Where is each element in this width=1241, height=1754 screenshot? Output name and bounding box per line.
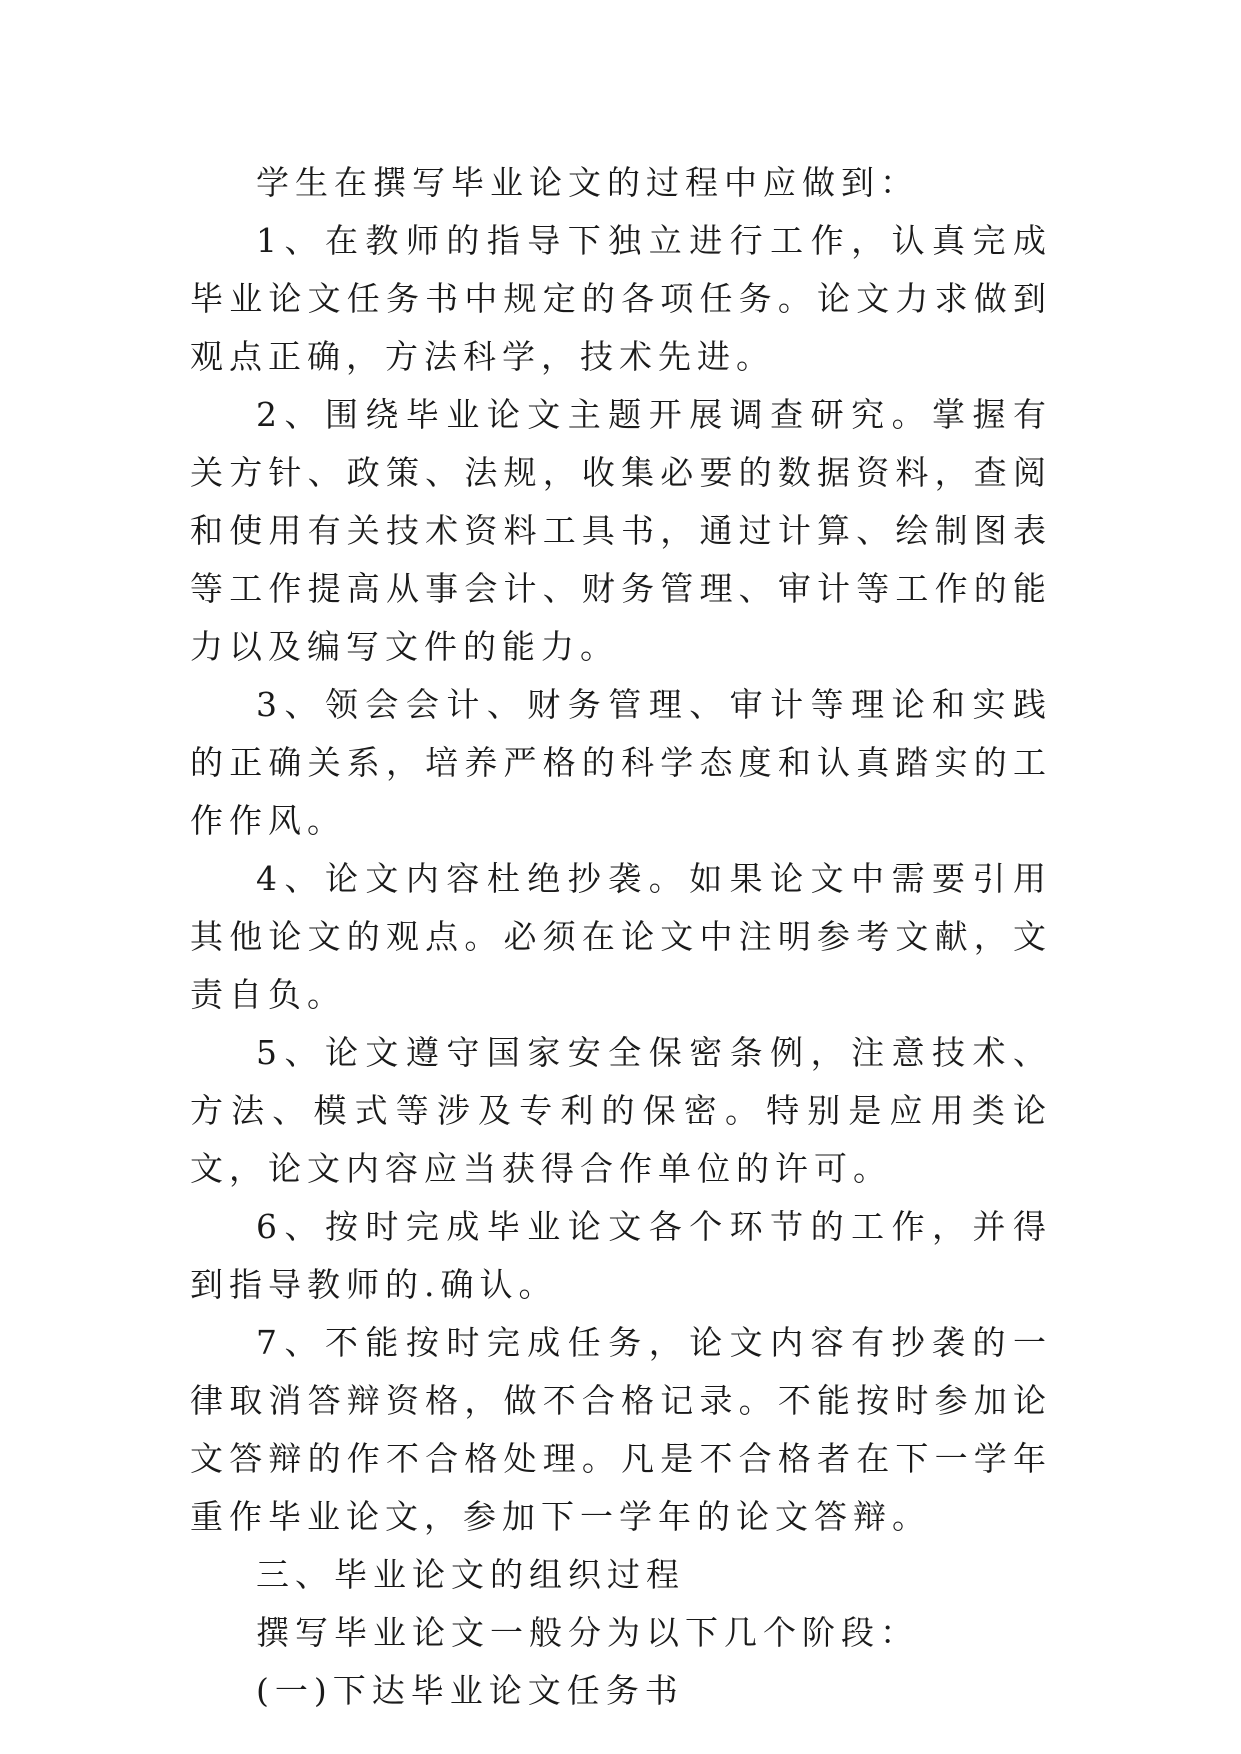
section-heading: 三、毕业论文的组织过程	[256, 1555, 685, 1594]
intro-paragraph: 学生在撰写毕业论文的过程中应做到：	[256, 163, 919, 202]
requirement-2: 2、围绕毕业论文主题开展调查研究。掌握有关方针、政策、法规，收集必要的数据资料，查阅和使用有关技术资料工具书，通过计算、绘制图表等工作提高从事会计、财务管理、审计等工作的能力以及编写文件的能力。	[190, 395, 1052, 666]
requirement-6: 6、按时完成毕业论文各个环节的工作，并得到指导教师的.确认。	[190, 1207, 1052, 1304]
stage-1-heading: (一)下达毕业论文任务书	[256, 1671, 684, 1710]
requirement-3: 3、领会会计、财务管理、审计等理论和实践的正确关系，培养严格的科学态度和认真踏实的工作作风。	[190, 685, 1052, 840]
requirement-5: 5、论文遵守国家安全保密条例，注意技术、方法、模式等涉及专利的保密。特别是应用类论文，论文内容应当获得合作单位的许可。	[190, 1033, 1052, 1188]
stages-intro: 撰写毕业论文一般分为以下几个阶段：	[256, 1613, 919, 1652]
requirement-7: 7、不能按时完成任务，论文内容有抄袭的一律取消答辩资格，做不合格记录。不能按时参加论文答辩的作不合格处理。凡是不合格者在下一学年重作毕业论文，参加下一学年的论文答辩。	[190, 1323, 1052, 1536]
document-body	[190, 154, 1052, 1720]
requirement-1: 1、在教师的指导下独立进行工作，认真完成毕业论文任务书中规定的各项任务。论文力求做到观点正确，方法科学，技术先进。	[190, 221, 1052, 376]
requirement-4: 4、论文内容杜绝抄袭。如果论文中需要引用其他论文的观点。必须在论文中注明参考文献，文责自负。	[190, 859, 1052, 1014]
